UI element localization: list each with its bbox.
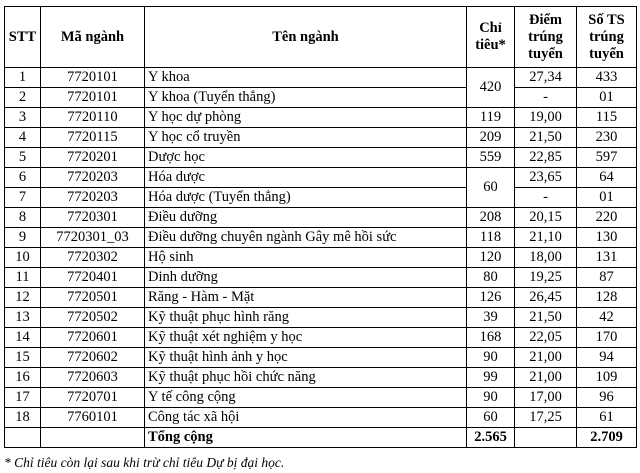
row-ten-nganh: Hóa dược (Tuyển thẳng) <box>145 188 467 208</box>
row-diem: - <box>515 188 577 208</box>
row-diem: 17,00 <box>515 388 577 408</box>
row-ten-nganh: Dinh dưỡng <box>145 268 467 288</box>
row-diem: 22,05 <box>515 328 577 348</box>
header-so-ts: Số TS trúng tuyển <box>577 7 637 68</box>
row-diem: 19,25 <box>515 268 577 288</box>
row-ma-nganh: 7720301_03 <box>41 228 145 248</box>
row-stt: 3 <box>5 108 41 128</box>
row-stt: 14 <box>5 328 41 348</box>
row-ten-nganh: Kỹ thuật xét nghiệm y học <box>145 328 467 348</box>
table-row <box>5 288 637 308</box>
table-row <box>5 308 637 328</box>
row-so-ts: 01 <box>577 88 637 108</box>
row-chi-tieu: 90 <box>467 388 515 408</box>
row-stt: 15 <box>5 348 41 368</box>
row-ma-nganh: 7720502 <box>41 308 145 328</box>
row-chi-tieu: 126 <box>467 288 515 308</box>
row-ten-nganh: Điều dưỡng <box>145 208 467 228</box>
row-chi-tieu: 39 <box>467 308 515 328</box>
row-diem: 21,00 <box>515 368 577 388</box>
table-row <box>5 408 637 428</box>
table-row <box>5 108 637 128</box>
row-chi-tieu: 119 <box>467 108 515 128</box>
row-so-ts: 64 <box>577 168 637 188</box>
table-row <box>5 248 637 268</box>
table-row <box>5 188 637 208</box>
header-ma-nganh: Mã ngành <box>41 7 145 68</box>
row-so-ts: 115 <box>577 108 637 128</box>
row-stt: 11 <box>5 268 41 288</box>
row-ma-nganh: 7720401 <box>41 268 145 288</box>
row-chi-tieu: 80 <box>467 268 515 288</box>
row-diem: 21,00 <box>515 348 577 368</box>
header-stt: STT <box>5 7 41 68</box>
row-diem: 21,50 <box>515 128 577 148</box>
row-ma-nganh: 7760101 <box>41 408 145 428</box>
table-row <box>5 328 637 348</box>
row-ma-nganh: 7720101 <box>41 88 145 108</box>
row-ma-nganh: 7720601 <box>41 328 145 348</box>
row-so-ts: 131 <box>577 248 637 268</box>
row-diem: 23,65 <box>515 168 577 188</box>
row-diem: 19,00 <box>515 108 577 128</box>
row-diem: 21,50 <box>515 308 577 328</box>
row-ten-nganh: Hóa dược <box>145 168 467 188</box>
row-chi-tieu: 168 <box>467 328 515 348</box>
row-stt: 5 <box>5 148 41 168</box>
row-chi-tieu: 559 <box>467 148 515 168</box>
row-ma-nganh: 7720603 <box>41 368 145 388</box>
row-so-ts: 61 <box>577 408 637 428</box>
row-chi-tieu: 120 <box>467 248 515 268</box>
row-ma-nganh: 7720701 <box>41 388 145 408</box>
row-chi-tieu: 60 <box>467 168 515 208</box>
row-ten-nganh: Kỹ thuật phục hình răng <box>145 308 467 328</box>
row-stt: 8 <box>5 208 41 228</box>
row-stt: 9 <box>5 228 41 248</box>
row-ma-nganh: 7720115 <box>41 128 145 148</box>
row-diem: 17,25 <box>515 408 577 428</box>
row-ma-nganh: 7720501 <box>41 288 145 308</box>
row-diem: 27,34 <box>515 68 577 88</box>
table-row <box>5 268 637 288</box>
row-stt: 13 <box>5 308 41 328</box>
row-so-ts: 96 <box>577 388 637 408</box>
table-row <box>5 68 637 88</box>
row-ten-nganh: Điều dưỡng chuyên ngành Gây mê hồi sức <box>145 228 467 248</box>
row-ma-nganh: 7720301 <box>41 208 145 228</box>
row-diem: - <box>515 88 577 108</box>
row-ten-nganh: Y khoa (Tuyển thẳng) <box>145 88 467 108</box>
row-stt: 1 <box>5 68 41 88</box>
row-stt: 16 <box>5 368 41 388</box>
row-ten-nganh: Y học cổ truyền <box>145 128 467 148</box>
row-ten-nganh: Kỹ thuật phục hồi chức năng <box>145 368 467 388</box>
total-label: Tổng cộng <box>145 428 467 448</box>
row-stt: 2 <box>5 88 41 108</box>
row-so-ts: 109 <box>577 368 637 388</box>
row-chi-tieu: 208 <box>467 208 515 228</box>
admission-table <box>4 6 637 448</box>
row-so-ts: 220 <box>577 208 637 228</box>
header-chi-tieu: Chỉ tiêu* <box>467 7 515 68</box>
table-row <box>5 208 637 228</box>
row-ma-nganh: 7720101 <box>41 68 145 88</box>
row-ten-nganh: Y tế công cộng <box>145 388 467 408</box>
total-chi-tieu: 2.565 <box>467 428 515 448</box>
total-empty-1 <box>5 428 41 448</box>
row-ma-nganh: 7720201 <box>41 148 145 168</box>
total-so-ts: 2.709 <box>577 428 637 448</box>
row-stt: 4 <box>5 128 41 148</box>
row-stt: 10 <box>5 248 41 268</box>
row-so-ts: 94 <box>577 348 637 368</box>
row-so-ts: 87 <box>577 268 637 288</box>
row-chi-tieu: 90 <box>467 348 515 368</box>
header-ten-nganh: Tên ngành <box>145 7 467 68</box>
table-row <box>5 88 637 108</box>
row-ten-nganh: Kỹ thuật hình ảnh y học <box>145 348 467 368</box>
row-so-ts: 597 <box>577 148 637 168</box>
row-ten-nganh: Răng - Hàm - Mặt <box>145 288 467 308</box>
row-ma-nganh: 7720602 <box>41 348 145 368</box>
row-stt: 17 <box>5 388 41 408</box>
total-row <box>5 428 637 448</box>
row-chi-tieu: 99 <box>467 368 515 388</box>
row-so-ts: 130 <box>577 228 637 248</box>
row-so-ts: 170 <box>577 328 637 348</box>
table-row <box>5 128 637 148</box>
row-stt: 6 <box>5 168 41 188</box>
row-ten-nganh: Y học dự phòng <box>145 108 467 128</box>
row-diem: 26,45 <box>515 288 577 308</box>
table-row <box>5 348 637 368</box>
row-ma-nganh: 7720203 <box>41 168 145 188</box>
row-so-ts: 230 <box>577 128 637 148</box>
row-so-ts: 433 <box>577 68 637 88</box>
table-row <box>5 228 637 248</box>
row-so-ts: 42 <box>577 308 637 328</box>
row-diem: 21,10 <box>515 228 577 248</box>
row-so-ts: 01 <box>577 188 637 208</box>
row-ten-nganh: Hộ sinh <box>145 248 467 268</box>
footnote: * Chỉ tiêu còn lại sau khi trừ chỉ tiêu Dự bị đại học. <box>4 455 285 470</box>
header-diem: Điểm trúng tuyển <box>515 7 577 68</box>
row-chi-tieu: 118 <box>467 228 515 248</box>
row-so-ts: 128 <box>577 288 637 308</box>
row-diem: 20,15 <box>515 208 577 228</box>
row-chi-tieu: 60 <box>467 408 515 428</box>
table-row <box>5 168 637 188</box>
table-row <box>5 388 637 408</box>
table-row <box>5 368 637 388</box>
row-ten-nganh: Dược học <box>145 148 467 168</box>
row-ten-nganh: Công tác xã hội <box>145 408 467 428</box>
table-body <box>5 68 637 448</box>
total-empty-3 <box>515 428 577 448</box>
row-ma-nganh: 7720302 <box>41 248 145 268</box>
row-diem: 22,85 <box>515 148 577 168</box>
total-empty-2 <box>41 428 145 448</box>
row-chi-tieu: 420 <box>467 68 515 108</box>
row-diem: 18,00 <box>515 248 577 268</box>
row-stt: 7 <box>5 188 41 208</box>
table-row <box>5 148 637 168</box>
row-stt: 12 <box>5 288 41 308</box>
header-row <box>5 7 637 68</box>
row-ma-nganh: 7720203 <box>41 188 145 208</box>
row-ten-nganh: Y khoa <box>145 68 467 88</box>
row-chi-tieu: 209 <box>467 128 515 148</box>
row-ma-nganh: 7720110 <box>41 108 145 128</box>
row-stt: 18 <box>5 408 41 428</box>
